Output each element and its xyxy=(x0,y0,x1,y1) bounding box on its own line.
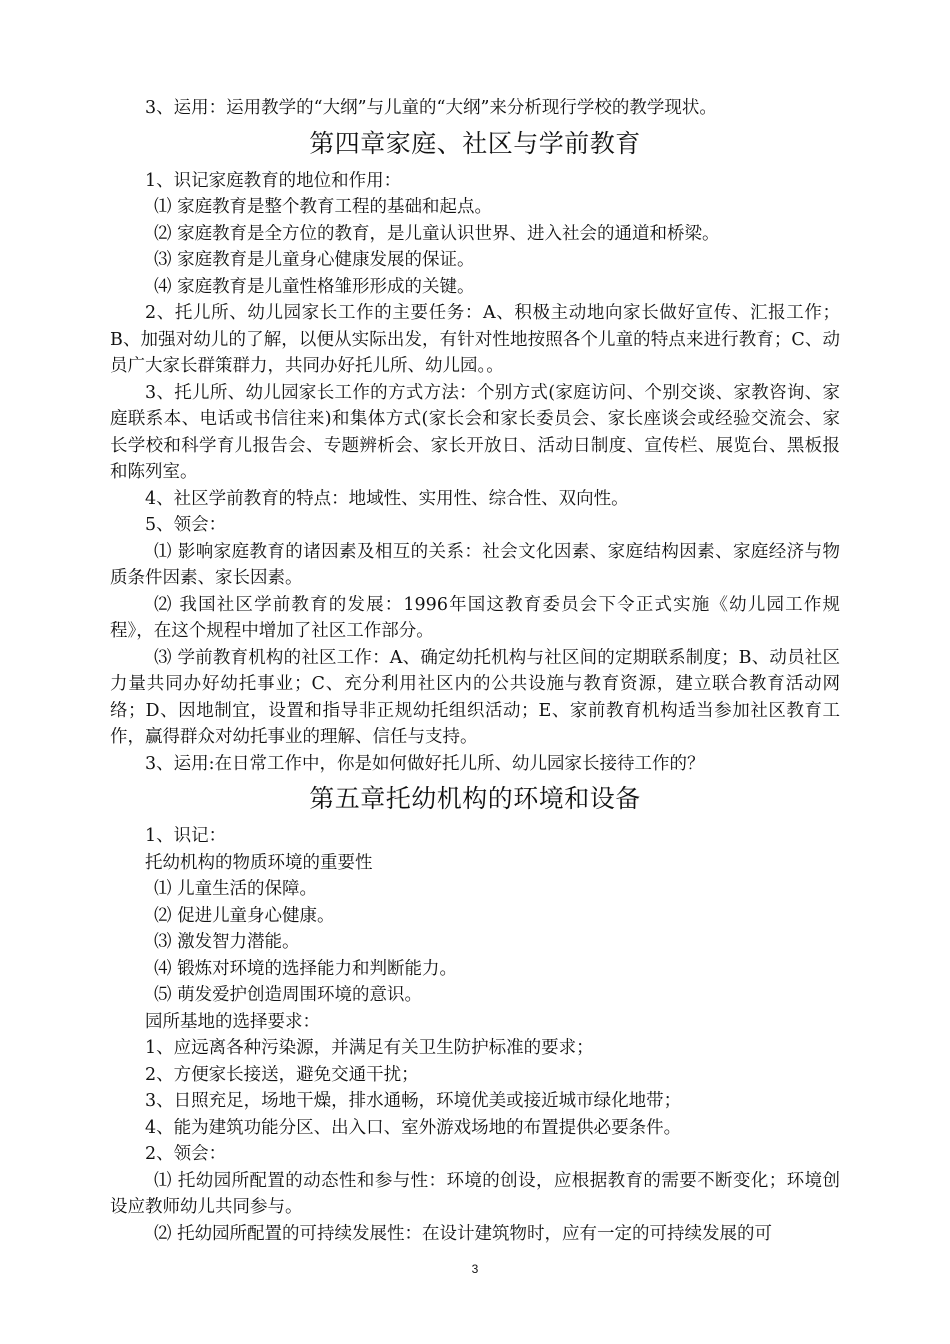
ch4-item1-sub2: ⑵ 家庭教育是全方位的教育，是儿童认识世界、进入社会的通道和桥梁。 xyxy=(154,223,720,244)
document-page xyxy=(110,95,840,1247)
ch4-item4-line: 4、社区学前教育的特点：地域性、实用性、综合性、双向性。 xyxy=(145,488,629,509)
ch5-item2-sub2: ⑵ 托幼园所配置的可持续发展性：在设计建筑物时，应有一定的可持续发展的可 xyxy=(154,1223,773,1244)
ch4-item1-sub3: ⑶ 家庭教育是儿童身心健康发展的保证。 xyxy=(154,250,475,270)
ch5-sub1-item5: ⑸ 萌发爱护创造周围环境的意识。 xyxy=(154,985,423,1005)
ch4-item5-sub2: ⑵ 我国社区学前教育的发展：1996年国这教育委员会下令正式实施《幼儿园工作规程》，在这个规程中增加了社区工作部分。 xyxy=(110,594,840,641)
ch4-item1-sub1: ⑴ 家庭教育是整个教育工程的基础和起点。 xyxy=(154,197,493,217)
ch5-sub2-item4: 4、能为建筑功能分区、出入口、室外游戏场地的布置提供必要条件。 xyxy=(145,1117,682,1138)
ch4-item5-sub1: ⑴ 影响家庭教育的诸因素及相互的关系：社会文化因素、家庭结构因素、家庭经济与物质条件因素、家长因素。 xyxy=(110,541,840,588)
ch4-item1-heading: 1、识记家庭教育的地位和作用： xyxy=(145,170,402,191)
ch5-sub1-item1: ⑴ 儿童生活的保障。 xyxy=(154,879,318,899)
ch5-item2-sub1: ⑴ 托幼园所配置的动态性和参与性：环境的创设，应根据教育的需要不断变化；环境创设应教师幼儿共同参与。 xyxy=(110,1170,840,1217)
ch5-sub2-item2: 2、方便家长接送，避免交通干扰； xyxy=(145,1064,419,1085)
ch4-item3-paragraph: 3、托儿所、幼儿园家长工作的方式方法：个别方式(家庭访问、个别交谈、家教咨询、家庭联系本、电话或书信往来)和集体方式(家长会和家长委员会、家长座谈会或经验交流会、家长学校和科学育儿报告会、专题辨析会、家长开放日、活动日制度、宣传栏、展览台、黑板报和陈列室。 xyxy=(110,382,840,482)
ch4-item1-sub4: ⑷ 家庭教育是儿童性格雏形形成的关键。 xyxy=(154,276,475,297)
ch5-sub1-item3: ⑶ 激发智力潜能。 xyxy=(154,932,300,952)
ch5-sub2-heading: 园所基地的选择要求： xyxy=(145,1011,320,1032)
ch4-item2-paragraph: 2、托儿所、幼儿园家长工作的主要任务：A、积极主动地向家长做好宣传、汇报工作；B、加强对幼儿的了解，以便从实际出发，有针对性地按照各个儿童的特点来进行教育；C、动员广大家长群策群力，共同办好托儿所、幼儿园。。 xyxy=(110,303,840,376)
ch5-sub1-item4: ⑷ 锻炼对环境的选择能力和判断能力。 xyxy=(154,958,458,979)
page-number: 3 xyxy=(471,1262,479,1276)
ch4-item5-sub3: ⑶ 学前教育机构的社区工作：A、确定幼托机构与社区间的定期联系制度；B、动员社区力量共同办好幼托事业；C、充分利用社区内的公共设施与教育资源，建立联合教育活动网络；D、因地制宜，设置和指导非正规幼托组织活动；E、家前教育机构适当参加社区教育工作，赢得群众对幼托事业的理解、信任与支持。 xyxy=(110,647,840,747)
ch5-sub2-item1: 1、应远离各种污染源，并满足有关卫生防护标准的要求； xyxy=(145,1038,594,1058)
ch5-item2-heading: 2、领会： xyxy=(145,1144,227,1164)
intro-line: 3、运用：运用教学的“大纲”与儿童的“大纲”来分析现行学校的教学现状。 xyxy=(145,98,717,118)
ch4-apply-line: 3、运用:在日常工作中，你是如何做好托儿所、幼儿园家长接待工作的？ xyxy=(145,753,705,774)
chapter4-title: 第四章家庭、社区与学前教育 xyxy=(309,128,641,158)
chapter5-title: 第五章托幼机构的环境和设备 xyxy=(309,784,641,813)
ch5-sub1-heading: 托幼机构的物质环境的重要性 xyxy=(145,852,373,873)
ch5-item1-heading: 1、识记： xyxy=(145,826,227,846)
ch4-item5-heading: 5、领会： xyxy=(145,515,227,535)
ch5-sub1-item2: ⑵ 促进儿童身心健康。 xyxy=(154,905,335,926)
ch5-sub2-item3: 3、日照充足，场地干燥，排水通畅，环境优美或接近城市绿化地带； xyxy=(145,1091,682,1111)
